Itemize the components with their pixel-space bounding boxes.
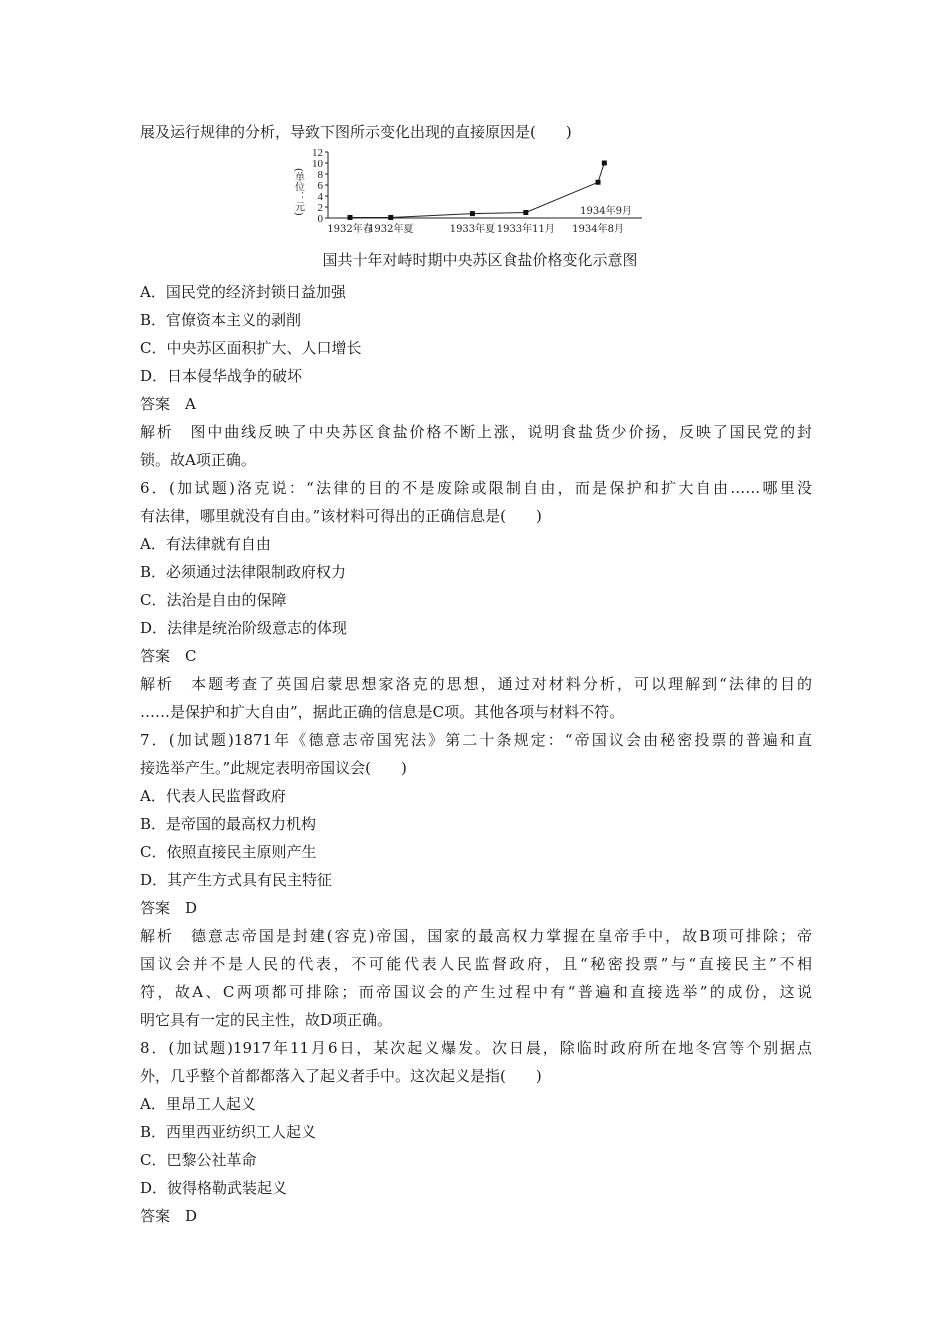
y-tick-label: 4 bbox=[317, 191, 323, 203]
question-6-answer: 答案 C bbox=[140, 647, 197, 665]
data-point bbox=[388, 215, 393, 220]
question-6-stem-line: 有法律，哪里就没有自由。”该材料可得出的正确信息是( ) bbox=[140, 507, 542, 525]
x-tick-label: 1933年11月 bbox=[496, 224, 555, 235]
question-7-answer: 答案 D bbox=[140, 899, 198, 917]
option-c: C．法治是自由的保障 bbox=[140, 591, 287, 609]
chart-caption: 国共十年对峙时期中央苏区食盐价格变化示意图 bbox=[322, 251, 638, 269]
data-point bbox=[347, 215, 352, 220]
x-tick-label: 1934年9月 bbox=[580, 206, 632, 217]
option-d: D．法律是统治阶级意志的体现 bbox=[140, 619, 348, 637]
question-6-stem-line: 6．(加试题)洛克说：“法律的目的不是废除或限制自由，而是保护和扩大自由……哪里没 bbox=[140, 479, 812, 497]
option-a: A．代表人民监督政府 bbox=[140, 787, 286, 805]
y-tick-label: 2 bbox=[317, 202, 323, 214]
question-7-analysis-line: 国议会并不是人民的代表，不可能代表人民监督政府，且“秘密投票”与“直接民主”不相 bbox=[140, 955, 812, 973]
data-point bbox=[470, 211, 475, 216]
question-5-analysis-line: 解析 图中曲线反映了中央苏区食盐价格不断上涨，说明食盐货少价扬，反映了国民党的封 bbox=[140, 423, 812, 441]
question-7-stem-line: 接选举产生。”此规定表明帝国议会( ) bbox=[140, 759, 407, 777]
question-6-analysis-line: ……是保护和扩大自由”，据此正确的信息是C项。其他各项与材料不符。 bbox=[140, 703, 625, 721]
option-c: C．中央苏区面积扩大、人口增长 bbox=[140, 339, 362, 357]
question-5-analysis-line: 锁。故A项正确。 bbox=[140, 451, 256, 469]
y-axis-label: (单位：元) bbox=[292, 168, 304, 216]
question-5-options bbox=[140, 278, 812, 390]
series-line bbox=[350, 163, 604, 218]
question-7-analysis-line: 符，故A、C两项都可排除；而帝国议会的产生过程中有“普遍和直接选举”的成份，这说 bbox=[140, 983, 812, 1001]
option-b: B．西里西亚纺织工人起义 bbox=[140, 1123, 317, 1141]
data-point bbox=[523, 210, 528, 215]
question-7-stem-line: 7．(加试题)1871年《德意志帝国宪法》第二十条规定：“帝国议会由秘密投票的普遍和直 bbox=[140, 731, 812, 749]
option-b: B．是帝国的最高权力机构 bbox=[140, 815, 317, 833]
option-b: B．必须通过法律限制政府权力 bbox=[140, 563, 347, 581]
x-tick-label: 1932年夏 bbox=[368, 224, 414, 235]
option-a: A．国民党的经济封锁日益加强 bbox=[140, 283, 346, 301]
x-tick-label: 1932年春 bbox=[327, 224, 373, 235]
option-d: D．日本侵华战争的破坏 bbox=[140, 367, 303, 385]
question-7-analysis-line: 明它具有一定的民主性，故D项正确。 bbox=[140, 1011, 393, 1029]
option-c: C．依照直接民主原则产生 bbox=[140, 843, 317, 861]
document-page bbox=[140, 118, 812, 1230]
x-tick-label: 1933年夏 bbox=[449, 224, 496, 235]
y-tick-label: 6 bbox=[317, 180, 323, 192]
data-point bbox=[602, 161, 607, 166]
salt-price-figure bbox=[140, 146, 812, 278]
y-tick-label: 10 bbox=[312, 158, 323, 170]
option-d: D．其产生方式具有民主特征 bbox=[140, 871, 333, 889]
salt-price-chart bbox=[292, 148, 672, 248]
option-d: D．彼得格勒武装起义 bbox=[140, 1179, 288, 1197]
question-5-stem-tail: 展及运行规律的分析，导致下图所示变化出现的直接原因是( ) bbox=[140, 123, 572, 141]
option-a: A．有法律就有自由 bbox=[140, 535, 271, 553]
y-tick-label: 12 bbox=[312, 148, 323, 159]
option-c: C．巴黎公社革命 bbox=[140, 1151, 257, 1169]
question-6-analysis-line: 解析 本题考查了英国启蒙思想家洛克的思想，通过对材料分析，可以理解到“法律的目的 bbox=[140, 675, 812, 693]
question-8-stem-line: 8．(加试题)1917年11月6日，某次起义爆发。次日晨，除临时政府所在地冬宫等个别据点 bbox=[140, 1039, 812, 1057]
x-tick-label: 1934年8月 bbox=[572, 224, 624, 235]
y-tick-label: 0 bbox=[317, 213, 323, 225]
question-8-answer: 答案 D bbox=[140, 1207, 198, 1225]
option-a: A．里昂工人起义 bbox=[140, 1095, 256, 1113]
question-5-answer: 答案 A bbox=[140, 395, 196, 413]
question-8-stem-line: 外，几乎整个首都都落入了起义者手中。这次起义是指( ) bbox=[140, 1067, 542, 1085]
y-tick-label: 8 bbox=[317, 169, 323, 181]
option-b: B．官僚资本主义的剥削 bbox=[140, 311, 302, 329]
data-point bbox=[596, 180, 601, 185]
question-7-analysis-line: 解析 德意志帝国是封建(容克)帝国，国家的最高权力掌握在皇帝手中，故B项可排除；帝 bbox=[140, 927, 812, 945]
